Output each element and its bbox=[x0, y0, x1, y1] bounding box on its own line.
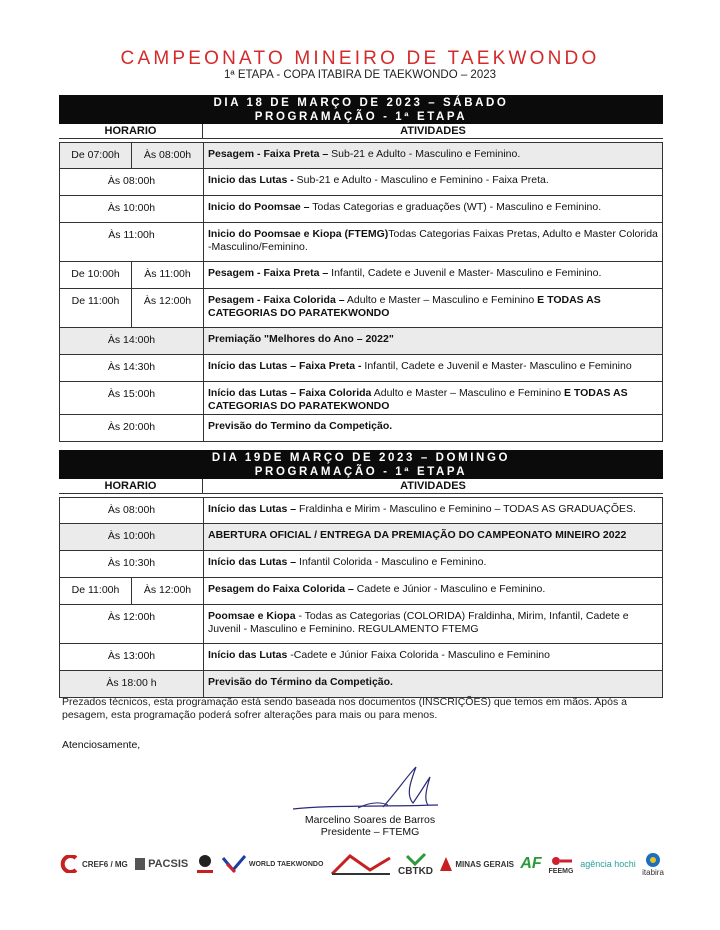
program-line: PROGRAMAÇÃO - 1ª ETAPA bbox=[254, 110, 468, 123]
program-line: PROGRAMAÇÃO - 1ª ETAPA bbox=[254, 465, 468, 478]
signature-image bbox=[288, 765, 448, 815]
itabira-logo: itabira bbox=[642, 852, 664, 877]
time-cell bbox=[60, 382, 204, 414]
activity-detail: -Cadete e Júnior Faixa Colorida - Masculino e Feminino bbox=[287, 649, 550, 661]
schedule-row bbox=[59, 644, 663, 671]
start-time: De 10:00h bbox=[60, 262, 132, 288]
schedule-row bbox=[59, 578, 663, 605]
activity-detail: - Todas as Categorias (COLORIDA) Fraldinha, Mirim, Infantil, Cadete e Juvenil - Masculino e Feminino. REGULAMENTO FTEMG bbox=[208, 610, 629, 635]
activity-cell bbox=[204, 262, 662, 288]
schedule-row bbox=[59, 551, 663, 578]
time: Às 20:00h bbox=[107, 421, 156, 433]
horario-header: HORARIO bbox=[59, 124, 203, 138]
af-logo: AF bbox=[520, 855, 542, 872]
day-header bbox=[59, 95, 663, 124]
activity-detail: Adulto e Master – Masculino e Feminino bbox=[371, 387, 564, 399]
activity-title: Pesagem do Faixa Colorida – bbox=[208, 583, 354, 595]
activity-cell bbox=[204, 169, 662, 195]
closing-text: Atenciosamente, bbox=[62, 739, 141, 751]
time: Às 18:00 h bbox=[106, 677, 157, 689]
activity-detail: Cadete e Júnior - Masculino e Feminino. bbox=[353, 583, 546, 595]
end-time: Às 12:00h bbox=[143, 584, 192, 596]
schedule-row bbox=[59, 169, 663, 196]
activity-title: Poomsae e Kiopa bbox=[208, 610, 296, 622]
time: Às 14:00h bbox=[107, 334, 156, 346]
schedule-day-18 bbox=[59, 95, 663, 442]
activity-title: Previsão do Termino da Competição. bbox=[208, 420, 393, 432]
activity-cell bbox=[204, 498, 662, 523]
activity-cell bbox=[204, 605, 662, 643]
cref6-logo: CREF6 / MG bbox=[58, 855, 128, 873]
schedule-row bbox=[59, 415, 663, 442]
time-cell bbox=[60, 196, 204, 222]
signer-name: Marcelino Soares de Barros bbox=[304, 814, 436, 826]
activity-cell bbox=[204, 289, 662, 327]
time: Às 12:00h bbox=[107, 611, 156, 623]
time-cell bbox=[60, 671, 204, 697]
activity-cell bbox=[204, 196, 662, 222]
activity-cell bbox=[204, 578, 662, 604]
pacsis-logo: PACSIS bbox=[134, 857, 188, 871]
document-title: CAMPEONATO MINEIRO DE TAEKWONDO bbox=[120, 48, 600, 69]
activity-title: Inicio das Lutas - bbox=[208, 174, 294, 186]
schedule-row bbox=[59, 196, 663, 223]
time: Às 10:30h bbox=[107, 557, 156, 569]
time: Às 10:00h bbox=[107, 530, 156, 542]
activity-title: Início das Lutas – bbox=[208, 556, 297, 568]
time-cell bbox=[60, 498, 204, 523]
activity-title: Previsão do Término da Competição. bbox=[208, 676, 393, 688]
activity-cell bbox=[204, 551, 662, 577]
activity-emphasis: E TODAS AS CATEGORIAS DO PARATEKWONDO bbox=[208, 294, 601, 319]
feemg-logo: FEEMG bbox=[548, 854, 574, 875]
end-time: Às 08:00h bbox=[143, 149, 192, 161]
activity-title: Inicio do Poomsae – bbox=[208, 201, 310, 213]
activity-detail: Fraldinha e Mirim - Masculino e Feminino – TODAS AS GRADUAÇÕES. bbox=[296, 503, 636, 515]
time-cell bbox=[60, 551, 204, 577]
activity-cell bbox=[204, 355, 662, 381]
horario-header: HORARIO bbox=[59, 479, 203, 493]
cbtkd-logo: CBTKD bbox=[398, 852, 433, 877]
schedule-row bbox=[59, 382, 663, 415]
signer-role: Presidente – FTEMG bbox=[320, 826, 420, 838]
schedule-day-19 bbox=[59, 450, 663, 698]
schedule-row bbox=[59, 671, 663, 698]
activity-cell bbox=[204, 328, 662, 354]
activity-title: Premiação "Melhores do Ano – 2022" bbox=[208, 333, 394, 345]
sponsor-logos bbox=[58, 846, 664, 882]
world-taekwondo-logo: WORLD TAEKWONDO bbox=[221, 854, 324, 874]
activity-title: Início das Lutas bbox=[208, 649, 288, 661]
activity-title: ABERTURA OFICIAL / ENTREGA DA PREMIAÇÃO DO CAMPEONATO MINEIRO 2022 bbox=[208, 529, 627, 541]
time-cell bbox=[60, 143, 204, 168]
activity-cell bbox=[204, 671, 662, 697]
time: Às 08:00h bbox=[107, 504, 156, 516]
time-cell bbox=[60, 415, 204, 441]
schedule-row bbox=[59, 524, 663, 551]
schedule-row bbox=[59, 142, 663, 169]
schedule-row bbox=[59, 289, 663, 328]
agencia-hochi-logo: agência hochi bbox=[580, 859, 636, 869]
time-cell bbox=[60, 223, 204, 261]
day-date-line: DIA 18 DE MARÇO DE 2023 – SÁBADO bbox=[213, 96, 509, 109]
schedule-rows bbox=[59, 142, 663, 442]
schedule-row bbox=[59, 355, 663, 382]
schedule-rows bbox=[59, 497, 663, 698]
activity-cell bbox=[204, 415, 662, 441]
schedule-row bbox=[59, 328, 663, 355]
start-time: De 07:00h bbox=[60, 143, 132, 168]
federation-crest-logo bbox=[195, 851, 215, 877]
time-cell bbox=[60, 262, 204, 288]
activity-detail: Adulto e Master – Masculino e Feminino bbox=[344, 294, 538, 306]
schedule-row bbox=[59, 223, 663, 262]
activity-detail: Infantil, Cadete e Juvenil e Master- Masculino e Feminino. bbox=[328, 267, 602, 279]
signer-block bbox=[260, 814, 480, 838]
activity-emphasis: E TODAS AS CATEGORIAS DO PARATEKWONDO bbox=[208, 387, 628, 412]
activity-title: Inicio do Poomsae e Kiopa (FTEMG) bbox=[208, 228, 389, 240]
time: Às 14:30h bbox=[107, 361, 156, 373]
time: Às 11:00h bbox=[108, 229, 155, 241]
day-date-line: DIA 19DE MARÇO DE 2023 – DOMINGO bbox=[211, 451, 511, 464]
column-headers bbox=[59, 479, 663, 494]
activity-detail: Todas Categorias Faixas Pretas, Adulto e Master Colorida -Masculino/Feminino. bbox=[208, 228, 658, 253]
column-headers bbox=[59, 124, 663, 139]
end-time: Às 12:00h bbox=[143, 295, 192, 307]
schedule-row bbox=[59, 497, 663, 524]
activity-title: Pesagem - Faixa Preta – bbox=[208, 267, 329, 279]
time-cell bbox=[60, 289, 204, 327]
time-cell bbox=[60, 605, 204, 643]
schedule-row bbox=[59, 605, 663, 644]
activity-cell bbox=[204, 644, 662, 670]
activity-detail: Todas Categorias e graduações (WT) - Masculino e Feminino. bbox=[309, 201, 602, 213]
schedule-row bbox=[59, 262, 663, 289]
time-cell bbox=[60, 578, 204, 604]
activity-cell bbox=[204, 382, 662, 414]
time: Às 08:00h bbox=[107, 175, 156, 187]
time-cell bbox=[60, 355, 204, 381]
activity-cell bbox=[204, 524, 662, 550]
activity-title: Pesagem - Faixa Colorida – bbox=[208, 294, 345, 306]
document-subtitle: 1ª ETAPA - COPA ITABIRA DE TAEKWONDO – 2023 bbox=[223, 69, 497, 81]
activity-title: Início das Lutas – Faixa Colorida bbox=[208, 387, 372, 399]
activity-detail: Infantil Colorida - Masculino e Feminino. bbox=[296, 556, 487, 568]
atividades-header: ATIVIDADES bbox=[400, 480, 466, 492]
start-time: De 11:00h bbox=[60, 578, 132, 604]
activity-cell bbox=[204, 143, 662, 168]
ftemg-logo bbox=[330, 852, 392, 876]
minas-gerais-logo: MINAS GERAIS bbox=[439, 856, 514, 872]
activity-detail: Sub-21 e Adulto - Masculino e Feminino - Faixa Preta. bbox=[293, 174, 549, 186]
time: Às 15:00h bbox=[107, 388, 156, 400]
time-cell bbox=[60, 524, 204, 550]
atividades-header: ATIVIDADES bbox=[400, 125, 466, 137]
time-cell bbox=[60, 328, 204, 354]
time-cell bbox=[60, 644, 204, 670]
activity-title: Início das Lutas – Faixa Preta - bbox=[208, 360, 362, 372]
activity-title: Início das Lutas – bbox=[208, 503, 297, 515]
activity-cell bbox=[204, 223, 662, 261]
time-cell bbox=[60, 169, 204, 195]
time: Às 10:00h bbox=[107, 202, 156, 214]
activity-title: Pesagem - Faixa Preta – bbox=[208, 148, 329, 160]
start-time: De 11:00h bbox=[60, 289, 132, 327]
day-header bbox=[59, 450, 663, 479]
activity-detail: Sub-21 e Adulto - Masculino e Feminino. bbox=[328, 148, 521, 160]
time: Às 13:00h bbox=[107, 650, 156, 662]
activity-detail: Infantil, Cadete e Juvenil e Master- Masculino e Feminino bbox=[361, 360, 632, 372]
end-time: Às 11:00h bbox=[144, 268, 191, 280]
notice-text: Prezados técnicos, esta programação está sendo baseada nos documentos (INSCRIÇÕES) que temos em mãos. Após a pesagem, esta programação poderá sofrer alterações para mais ou para menos. bbox=[62, 696, 627, 721]
